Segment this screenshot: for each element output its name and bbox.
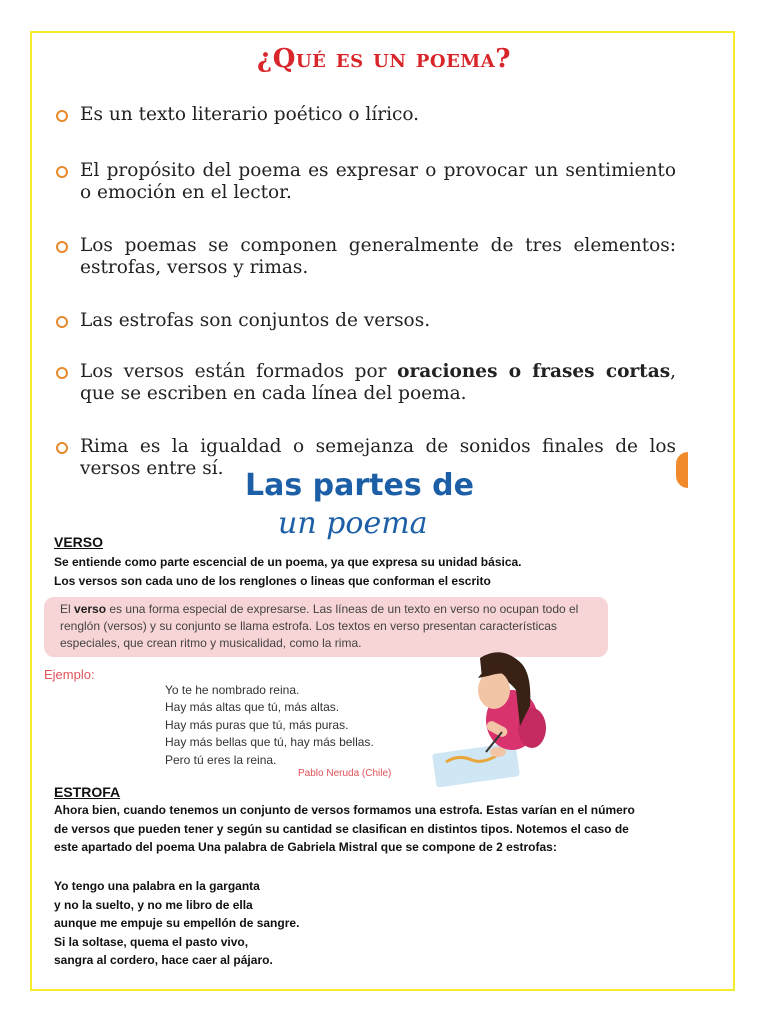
text-line: Se entiende como parte escencial de un poema, ya que expresa su unidad básica. [54,555,522,569]
bullet-text: Rima es la igualdad o semejanza de sonidos finales de los versos entre sí. [80,436,676,479]
circle-bullet-icon [56,241,68,253]
definition-bold: verso [74,602,107,616]
partes-heading-line2: un poema [278,506,428,541]
partes-heading-line1: Las partes de [245,468,474,503]
text-line: este apartado del poema Una palabra de Gabriela Mistral que se compone de 2 estrofas: [54,840,557,854]
bullet-item [56,160,676,204]
text-line: Los versos son cada uno de los renglones o lineas que conforman el escrito [54,573,491,588]
girl-writing-illustration [428,640,558,790]
poem-author: Pablo Neruda (Chile) [298,768,392,779]
poem-line: sangra al cordero, hace caer al pájaro. [54,953,273,967]
mistral-poem [54,877,299,970]
poem-line: Si la soltase, quema el pasto vivo, [54,934,249,949]
orange-tab-decoration [676,452,688,488]
circle-bullet-icon [56,110,68,122]
definition-text: es una forma especial de expresarse. Las líneas de un texto en verso no ocupan todo el renglón (versos) y su conjunto se llama estrofa. Los textos en verso presentan características especiales, que crean ritmo y musicalidad, como la rima. [60,602,579,650]
bullet-item [56,235,676,279]
poem-line: Hay más bellas que tú, hay más bellas. [165,735,374,750]
estrofa-title: ESTROFA [54,784,121,800]
poem-line: Pero tú eres la reina. [165,752,277,767]
poem-line: Yo te he nombrado reina. [165,683,300,697]
ejemplo-label: Ejemplo: [44,667,95,682]
bullet-text-bold: oraciones o frases cortas [397,361,671,382]
poem-line: Hay más altas que tú, más altas. [165,700,340,715]
estrofa-description [54,801,635,857]
text-line: de versos que pueden tener y según su cantidad se clasifican en distintos tipos. Notemos el caso de [54,821,629,836]
bullet-text: Los versos están formados por [80,361,398,382]
poem-line: Yo tengo una palabra en la garganta [54,879,260,893]
text-line: Ahora bien, cuando tenemos un conjunto de versos formamos una estrofa. Estas varían en el número [54,803,635,817]
circle-bullet-icon [56,166,68,178]
circle-bullet-icon [56,442,68,454]
poem-line: Hay más puras que tú, más puras. [165,717,349,732]
bullet-text: , que se escriben en cada línea del poema. [80,361,677,404]
bullet-text: Las estrofas son conjuntos de versos. [80,310,431,331]
definition-lead: El [60,602,75,616]
bullet-text: Es un texto literario poético o lírico. [80,104,420,125]
poem-line: aunque me empuje su empellón de sangre. [54,916,300,930]
poem-line: y no la suelto, y no me libro de ella [54,897,253,912]
verso-title: VERSO [54,534,104,550]
page-title: ¿Qué es un poema? [257,44,511,74]
bullet-item [56,310,676,332]
bullet-text: El propósito del poema es expresar o provocar un sentimiento o emoción en el lector. [80,160,676,203]
circle-bullet-icon [56,367,68,379]
bullet-item [56,361,676,405]
bullet-text: Los poemas se componen generalmente de tres elementos: estrofas, versos y rimas. [80,235,676,278]
circle-bullet-icon [56,316,68,328]
verso-description [54,553,522,590]
bullet-item [56,104,676,126]
example-poem [165,682,374,769]
